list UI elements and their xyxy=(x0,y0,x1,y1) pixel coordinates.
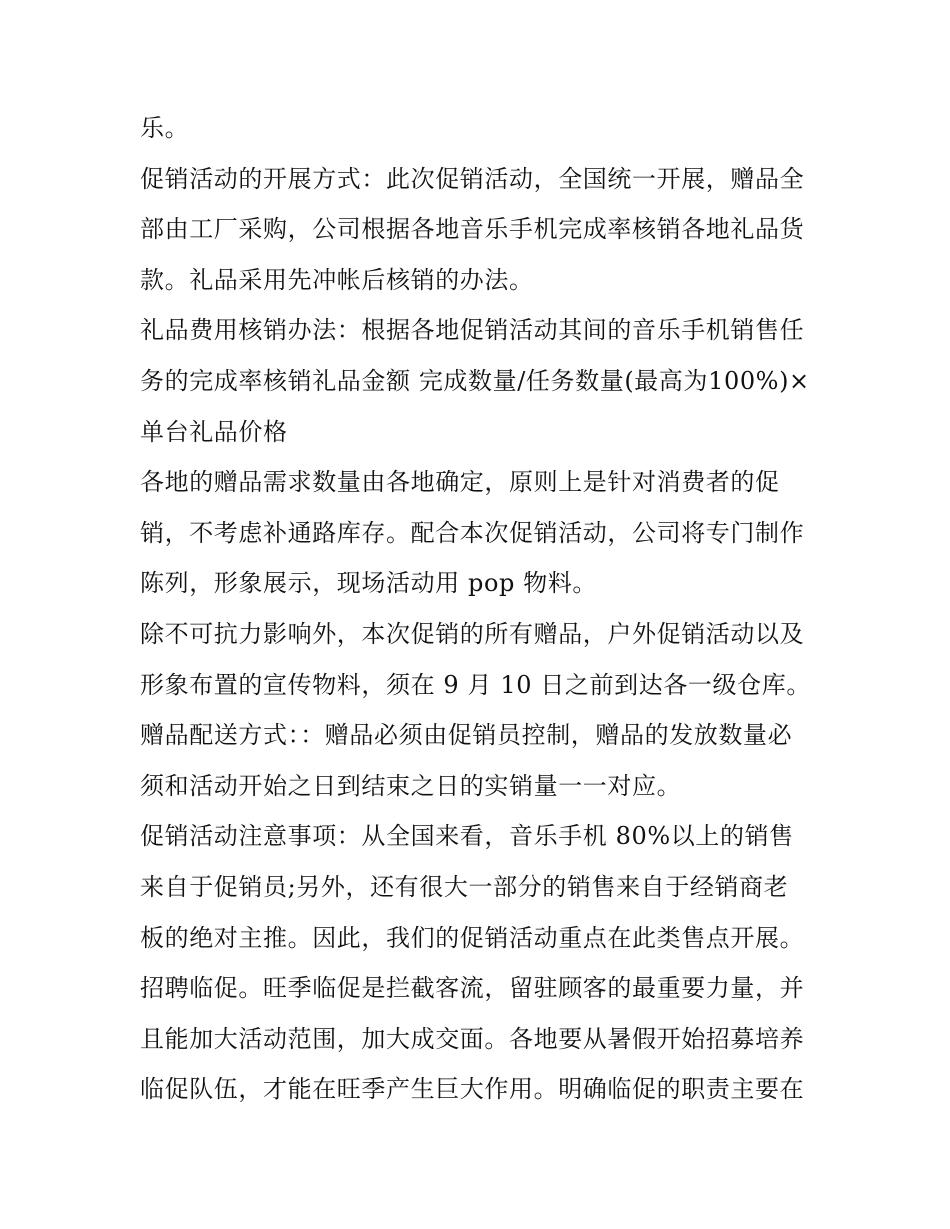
text-line: 除不可抗力影响外，本次促销的所有赠品，户外促销活动以及 xyxy=(140,619,805,648)
text-line: 礼品费用核销办法：根据各地促销活动其间的音乐手机销售任 xyxy=(140,316,805,345)
text-line: 且能加大活动范围，加大成交面。各地要从暑假开始招募培养 xyxy=(140,1024,805,1053)
text-line: 乐。 xyxy=(140,114,190,142)
text-line: 促销活动的开展方式：此次促销活动，全国统一开展，赠品全 xyxy=(140,164,805,193)
text-line: 销，不考虑补通路库存。配合本次促销活动，公司将专门制作 xyxy=(140,518,805,547)
text-line: 部由工厂采购，公司根据各地音乐手机完成率核销各地礼品货 xyxy=(140,215,805,244)
text-line: 单台礼品价格 xyxy=(140,417,288,446)
text-line: 须和活动开始之日到结束之日的实销量一一对应。 xyxy=(140,771,682,800)
text-line: 务的完成率核销礼品金额 完成数量/任务数量(最高为100%)× xyxy=(140,366,810,395)
text-line: 板的绝对主推。因此，我们的促销活动重点在此类售点开展。 xyxy=(140,923,805,952)
text-line: 促销活动注意事项：从全国来看，音乐手机 80%以上的销售 xyxy=(140,822,794,851)
text-line: 形象布置的宣传物料，须在 9 月 10 日之前到达各一级仓库。 xyxy=(140,670,811,699)
document-body xyxy=(140,103,820,1115)
text-line: 来自于促销员;另外，还有很大一部分的销售来自于经销商老 xyxy=(140,872,789,901)
text-line: 款。礼品采用先冲帐后核销的办法。 xyxy=(140,265,534,294)
text-line: 赠品配送方式：：赠品必须由促销员控制，赠品的发放数量必 xyxy=(140,721,793,750)
text-line: 招聘临促。旺季临促是拦截客流，留驻顾客的最重要力量，并 xyxy=(140,974,805,1003)
text-line: 陈列，形象展示，现场活动用 pop 物料。 xyxy=(140,569,598,598)
text-line: 临促队伍，才能在旺季产生巨大作用。明确临促的职责主要在 xyxy=(140,1075,805,1104)
text-line: 各地的赠品需求数量由各地确定，原则上是针对消费者的促 xyxy=(140,468,780,497)
